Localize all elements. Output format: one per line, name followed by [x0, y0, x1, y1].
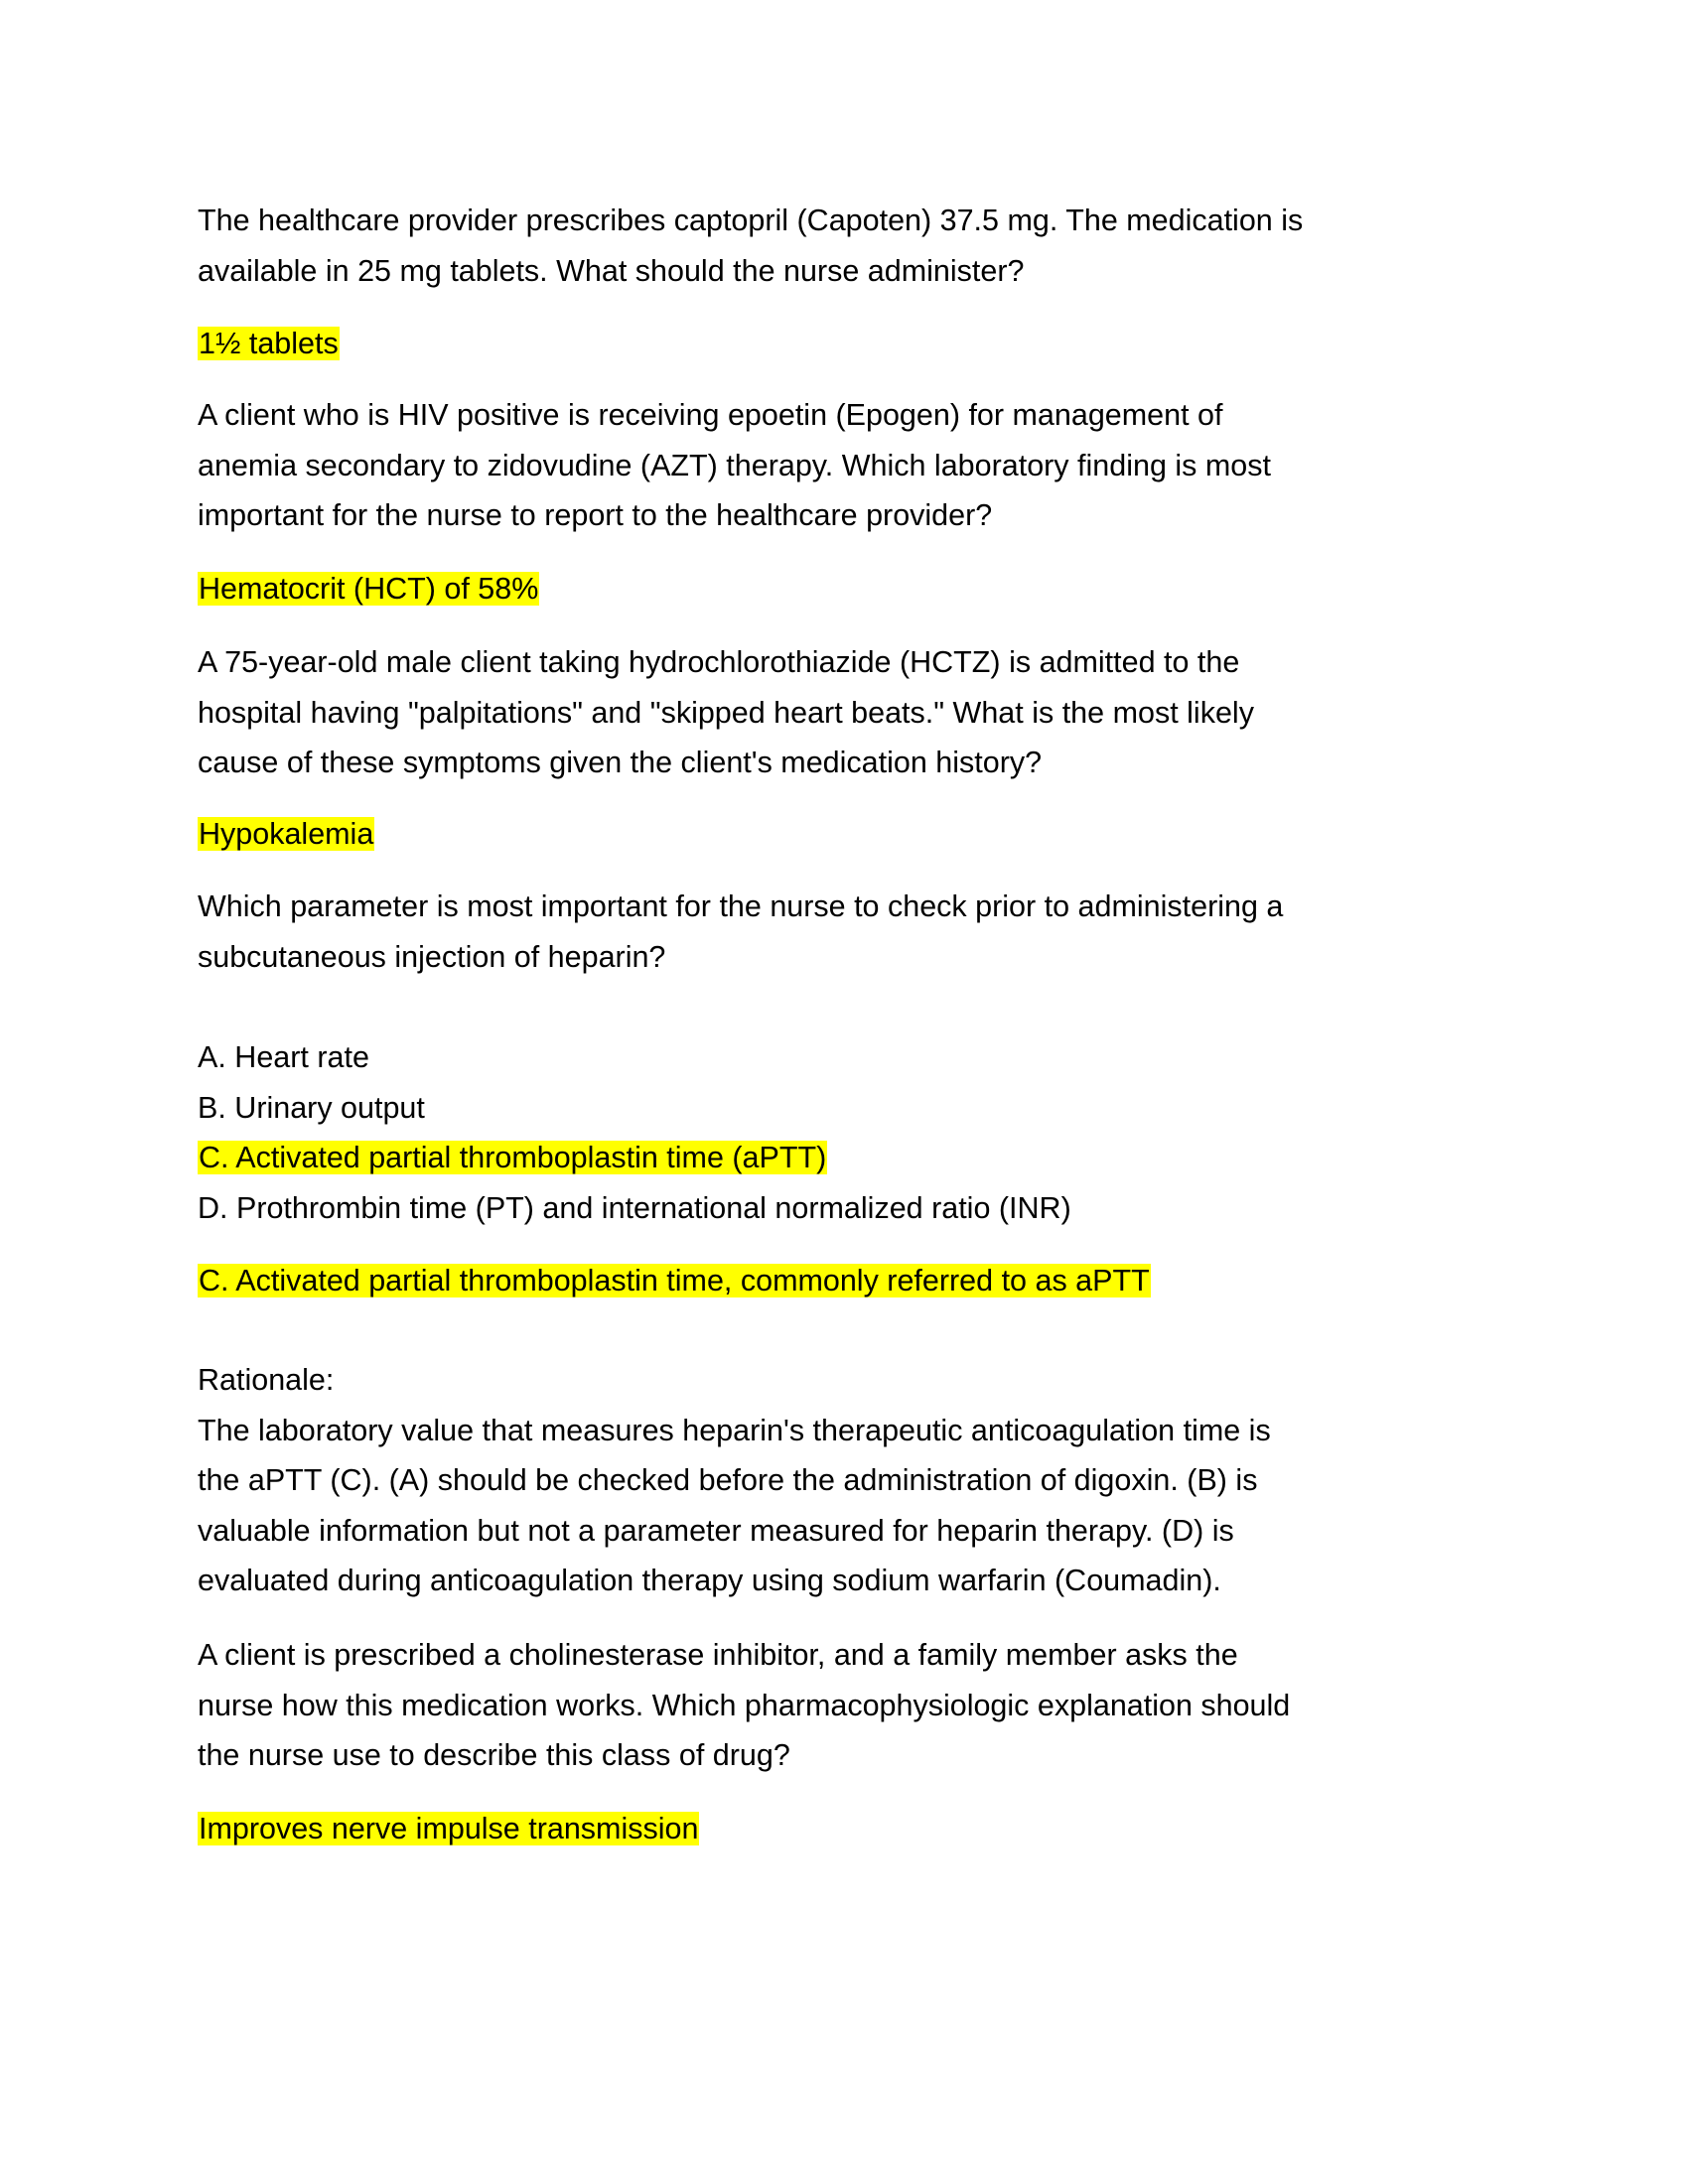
question-line: nurse how this medication works. Which pharmacophysiologic explanation should	[198, 1688, 1291, 1722]
question-line: A client who is HIV positive is receiving epoetin (Epogen) for management of	[198, 398, 1223, 432]
answer-1	[198, 319, 1508, 369]
question-line: hospital having "palpitations" and "skipped heart beats." What is the most likely	[198, 695, 1254, 730]
answer-4	[198, 1256, 1508, 1306]
rationale-label: Rationale:	[198, 1363, 335, 1397]
options-4	[198, 1032, 1508, 1233]
option-c-highlighted: C. Activated partial thromboplastin time (aPTT)	[199, 1141, 827, 1174]
question-2	[198, 390, 1508, 541]
question-5	[198, 1630, 1508, 1781]
question-line: Which parameter is most important for the nurse to check prior to administering a	[198, 889, 1284, 923]
question-line: the nurse use to describe this class of drug?	[198, 1738, 790, 1772]
rationale-line: The laboratory value that measures heparin's therapeutic anticoagulation time is	[198, 1413, 1271, 1447]
highlighted-answer: C. Activated partial thromboplastin time, commonly referred to as aPTT	[199, 1264, 1150, 1297]
question-line: A 75-year-old male client taking hydrochlorothiazide (HCTZ) is admitted to the	[198, 645, 1240, 679]
highlighted-answer: 1½ tablets	[199, 327, 339, 360]
question-line: important for the nurse to report to the healthcare provider?	[198, 498, 993, 532]
question-line: cause of these symptoms given the client's medication history?	[198, 746, 1043, 779]
question-1	[198, 196, 1508, 296]
answer-2	[198, 564, 1508, 614]
question-line: available in 25 mg tablets. What should the nurse administer?	[198, 253, 1025, 288]
highlighted-answer: Hematocrit (HCT) of 58%	[199, 572, 539, 606]
rationale	[198, 1355, 1508, 1606]
option-d: D. Prothrombin time (PT) and international normalized ratio (INR)	[198, 1190, 1071, 1225]
highlighted-answer: Hypokalemia	[199, 817, 374, 851]
rationale-line: valuable information but not a parameter measured for heparin therapy. (D) is	[198, 1513, 1234, 1548]
answer-3	[198, 809, 1508, 860]
rationale-line: evaluated during anticoagulation therapy using sodium warfarin (Coumadin).	[198, 1564, 1221, 1597]
question-line: A client is prescribed a cholinesterase inhibitor, and a family member asks the	[198, 1638, 1238, 1672]
question-4	[198, 882, 1508, 982]
question-line: anemia secondary to zidovudine (AZT) therapy. Which laboratory finding is most	[198, 448, 1271, 482]
question-line: The healthcare provider prescribes captopril (Capoten) 37.5 mg. The medication is	[198, 204, 1304, 237]
option-a: A. Heart rate	[198, 1040, 369, 1074]
highlighted-answer: Improves nerve impulse transmission	[199, 1812, 699, 1845]
option-b: B. Urinary output	[198, 1090, 425, 1125]
answer-5	[198, 1804, 1508, 1854]
question-line: subcutaneous injection of heparin?	[198, 939, 666, 974]
question-3	[198, 637, 1508, 788]
rationale-line: the aPTT (C). (A) should be checked before the administration of digoxin. (B) is	[198, 1463, 1258, 1497]
